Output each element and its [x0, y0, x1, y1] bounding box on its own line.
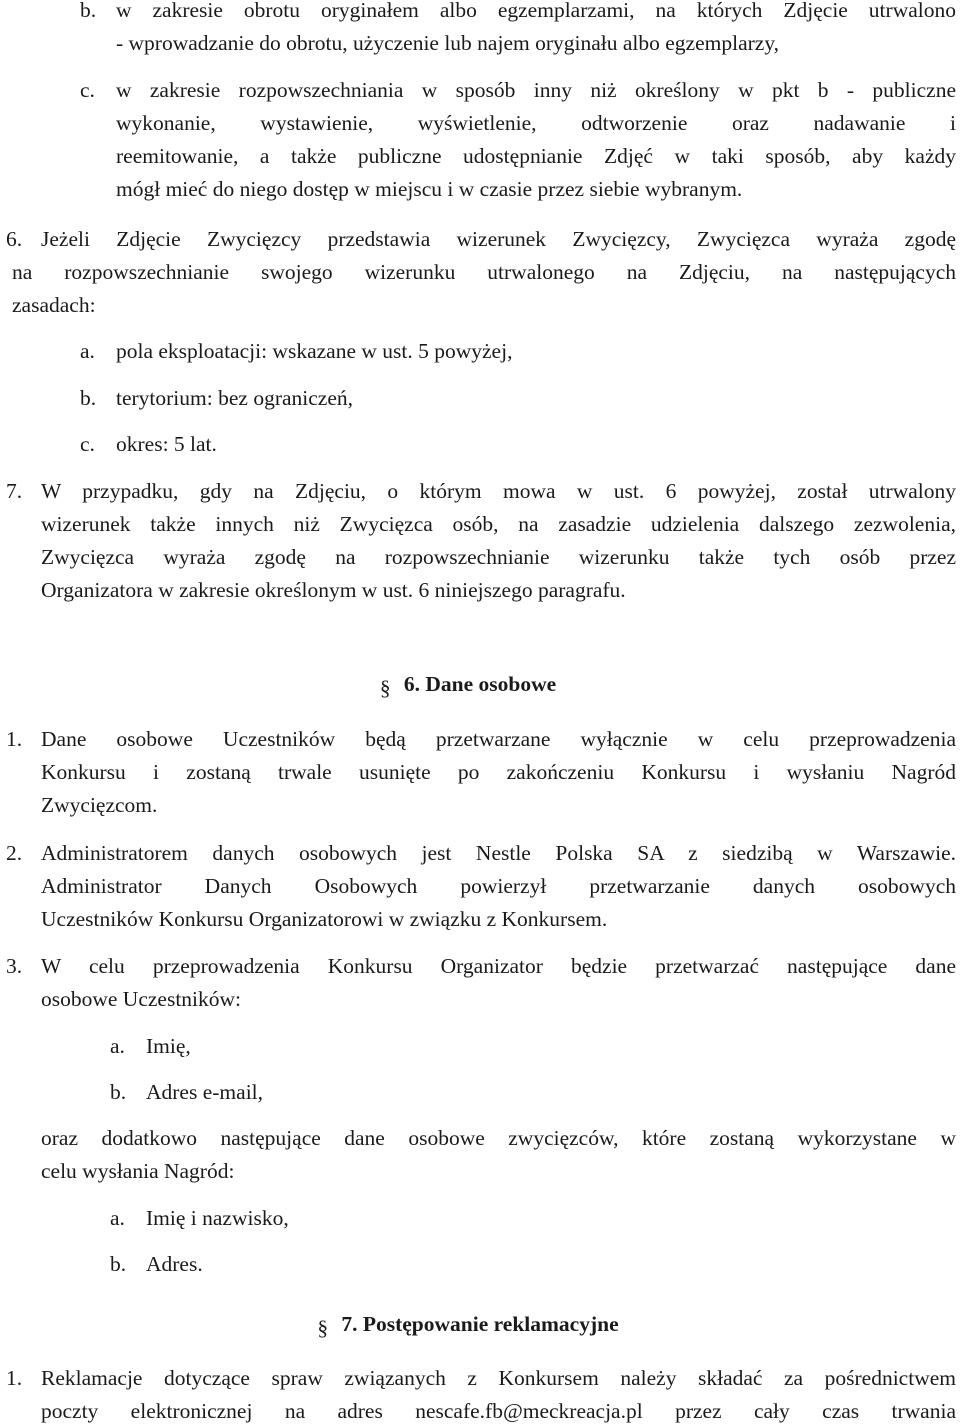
- text-line: Zwycięzcom.: [41, 793, 158, 817]
- section-title: Dane osobowe: [425, 672, 557, 696]
- list-item: Imię,: [146, 1034, 191, 1058]
- section-title: Postępowanie reklamacyjne: [362, 1312, 619, 1336]
- text-line: w zakresie obrotu oryginałem albo egzemplarzami, na których Zdjęcie utrwalono: [116, 0, 956, 22]
- text-line: wykonanie, wystawienie, wyświetlenie, odtworzenie oraz nadawanie i: [116, 111, 956, 135]
- text-line: oraz dodatkowo następujące dane osobowe zwycięzców, które zostaną wykorzystane w: [41, 1126, 956, 1150]
- text-line: Zwycięzca wyraża zgodę na rozpowszechnianie wizerunku także tych osób przez: [41, 545, 956, 569]
- text-line: reemitowanie, a także publiczne udostępnianie Zdjęć w taki sposób, aby każdy: [116, 144, 956, 168]
- text-line: W przypadku, gdy na Zdjęciu, o którym mowa w ust. 6 powyżej, został utrwalony: [41, 479, 956, 503]
- list-marker: b.: [110, 1252, 127, 1276]
- paragraph-number: 7.: [6, 479, 23, 503]
- list-marker: a.: [110, 1206, 125, 1230]
- list-item: okres: 5 lat.: [116, 432, 217, 456]
- text-line: osobowe Uczestników:: [41, 987, 242, 1011]
- list-item-b: [116, 0, 956, 60]
- section-number: § 7.: [341, 1312, 357, 1336]
- text-line: Jeżeli Zdjęcie Zwycięzcy przedstawia wizerunek Zwycięzcy, Zwycięzca wyraża zgodę: [41, 227, 956, 251]
- text-line: - wprowadzanie do obrotu, użyczenie lub najem oryginału albo egzemplarzy,: [116, 31, 780, 55]
- list-item: Imię i nazwisko,: [146, 1206, 289, 1230]
- list-marker: b.: [80, 0, 97, 22]
- text-line: w zakresie rozpowszechniania w sposób inny niż określony w pkt b - publiczne: [116, 78, 956, 102]
- list-marker: a.: [110, 1034, 125, 1058]
- paragraph-3: [41, 950, 956, 1016]
- list-marker: b.: [80, 386, 97, 410]
- paragraph-number: 1.: [6, 727, 23, 751]
- text-line: Organizatora w zakresie określonym w ust. 6 niniejszego paragrafu.: [41, 578, 626, 602]
- text-line: zasadach:: [12, 293, 96, 317]
- list-marker: c.: [80, 78, 95, 102]
- paragraph-number: 6.: [6, 227, 23, 251]
- list-marker: c.: [80, 432, 95, 456]
- list-item: Adres.: [146, 1252, 203, 1276]
- text-line: Konkursu i zostaną trwale usunięte po zakończeniu Konkursu i wysłaniu Nagród: [41, 760, 956, 784]
- section-number: § 6.: [404, 672, 420, 696]
- paragraph-number: 2.: [6, 841, 23, 865]
- list-item-c: [116, 74, 956, 206]
- list-item: Adres e-mail,: [146, 1080, 264, 1104]
- text-line: Administratorem danych osobowych jest Nestle Polska SA z siedzibą w Warszawie.: [41, 841, 956, 865]
- text-line: W celu przeprowadzenia Konkursu Organizator będzie przetwarzać następujące dane: [41, 954, 956, 978]
- list-marker: b.: [110, 1080, 127, 1104]
- list-item: pola eksploatacji: wskazane w ust. 5 powyżej,: [116, 339, 513, 363]
- paragraph-2: [41, 837, 956, 936]
- paragraph-6-cont: [12, 256, 956, 322]
- list-item: terytorium: bez ograniczeń,: [116, 386, 353, 410]
- text-line: celu wysłania Nagród:: [41, 1159, 235, 1183]
- paragraph-7: [41, 475, 956, 607]
- paragraph-number: 1.: [6, 1366, 23, 1390]
- list-marker: a.: [80, 339, 95, 363]
- paragraph-3-cont: [41, 1122, 956, 1188]
- text-line: poczty elektronicznej na adres nescafe.fb@meckreacja.pl przez cały czas trwania: [41, 1399, 956, 1423]
- section-heading-7: [0, 1308, 960, 1341]
- text-line: Dane osobowe Uczestników będą przetwarzane wyłącznie w celu przeprowadzenia: [41, 727, 956, 751]
- text-line: Uczestników Konkursu Organizatorowi w związku z Konkursem.: [41, 907, 608, 931]
- paragraph-number: 3.: [6, 954, 23, 978]
- section-heading-6: [0, 668, 960, 701]
- paragraph-1: [41, 1362, 956, 1428]
- text-line: mógł mieć do niego dostęp w miejscu i w czasie przez siebie wybranym.: [116, 177, 743, 201]
- text-line: Reklamacje dotyczące spraw związanych z Konkursem należy składać za pośrednictwem: [41, 1366, 956, 1390]
- text-line: wizerunek także innych niż Zwycięzca osób, na zasadzie udzielenia dalszego zezwolenia,: [41, 512, 956, 536]
- text-line: na rozpowszechnianie swojego wizerunku utrwalonego na Zdjęciu, na następujących: [12, 260, 956, 284]
- paragraph-6: [41, 223, 956, 256]
- paragraph-1: [41, 723, 956, 822]
- text-line: Administrator Danych Osobowych powierzył przetwarzanie danych osobowych: [41, 874, 956, 898]
